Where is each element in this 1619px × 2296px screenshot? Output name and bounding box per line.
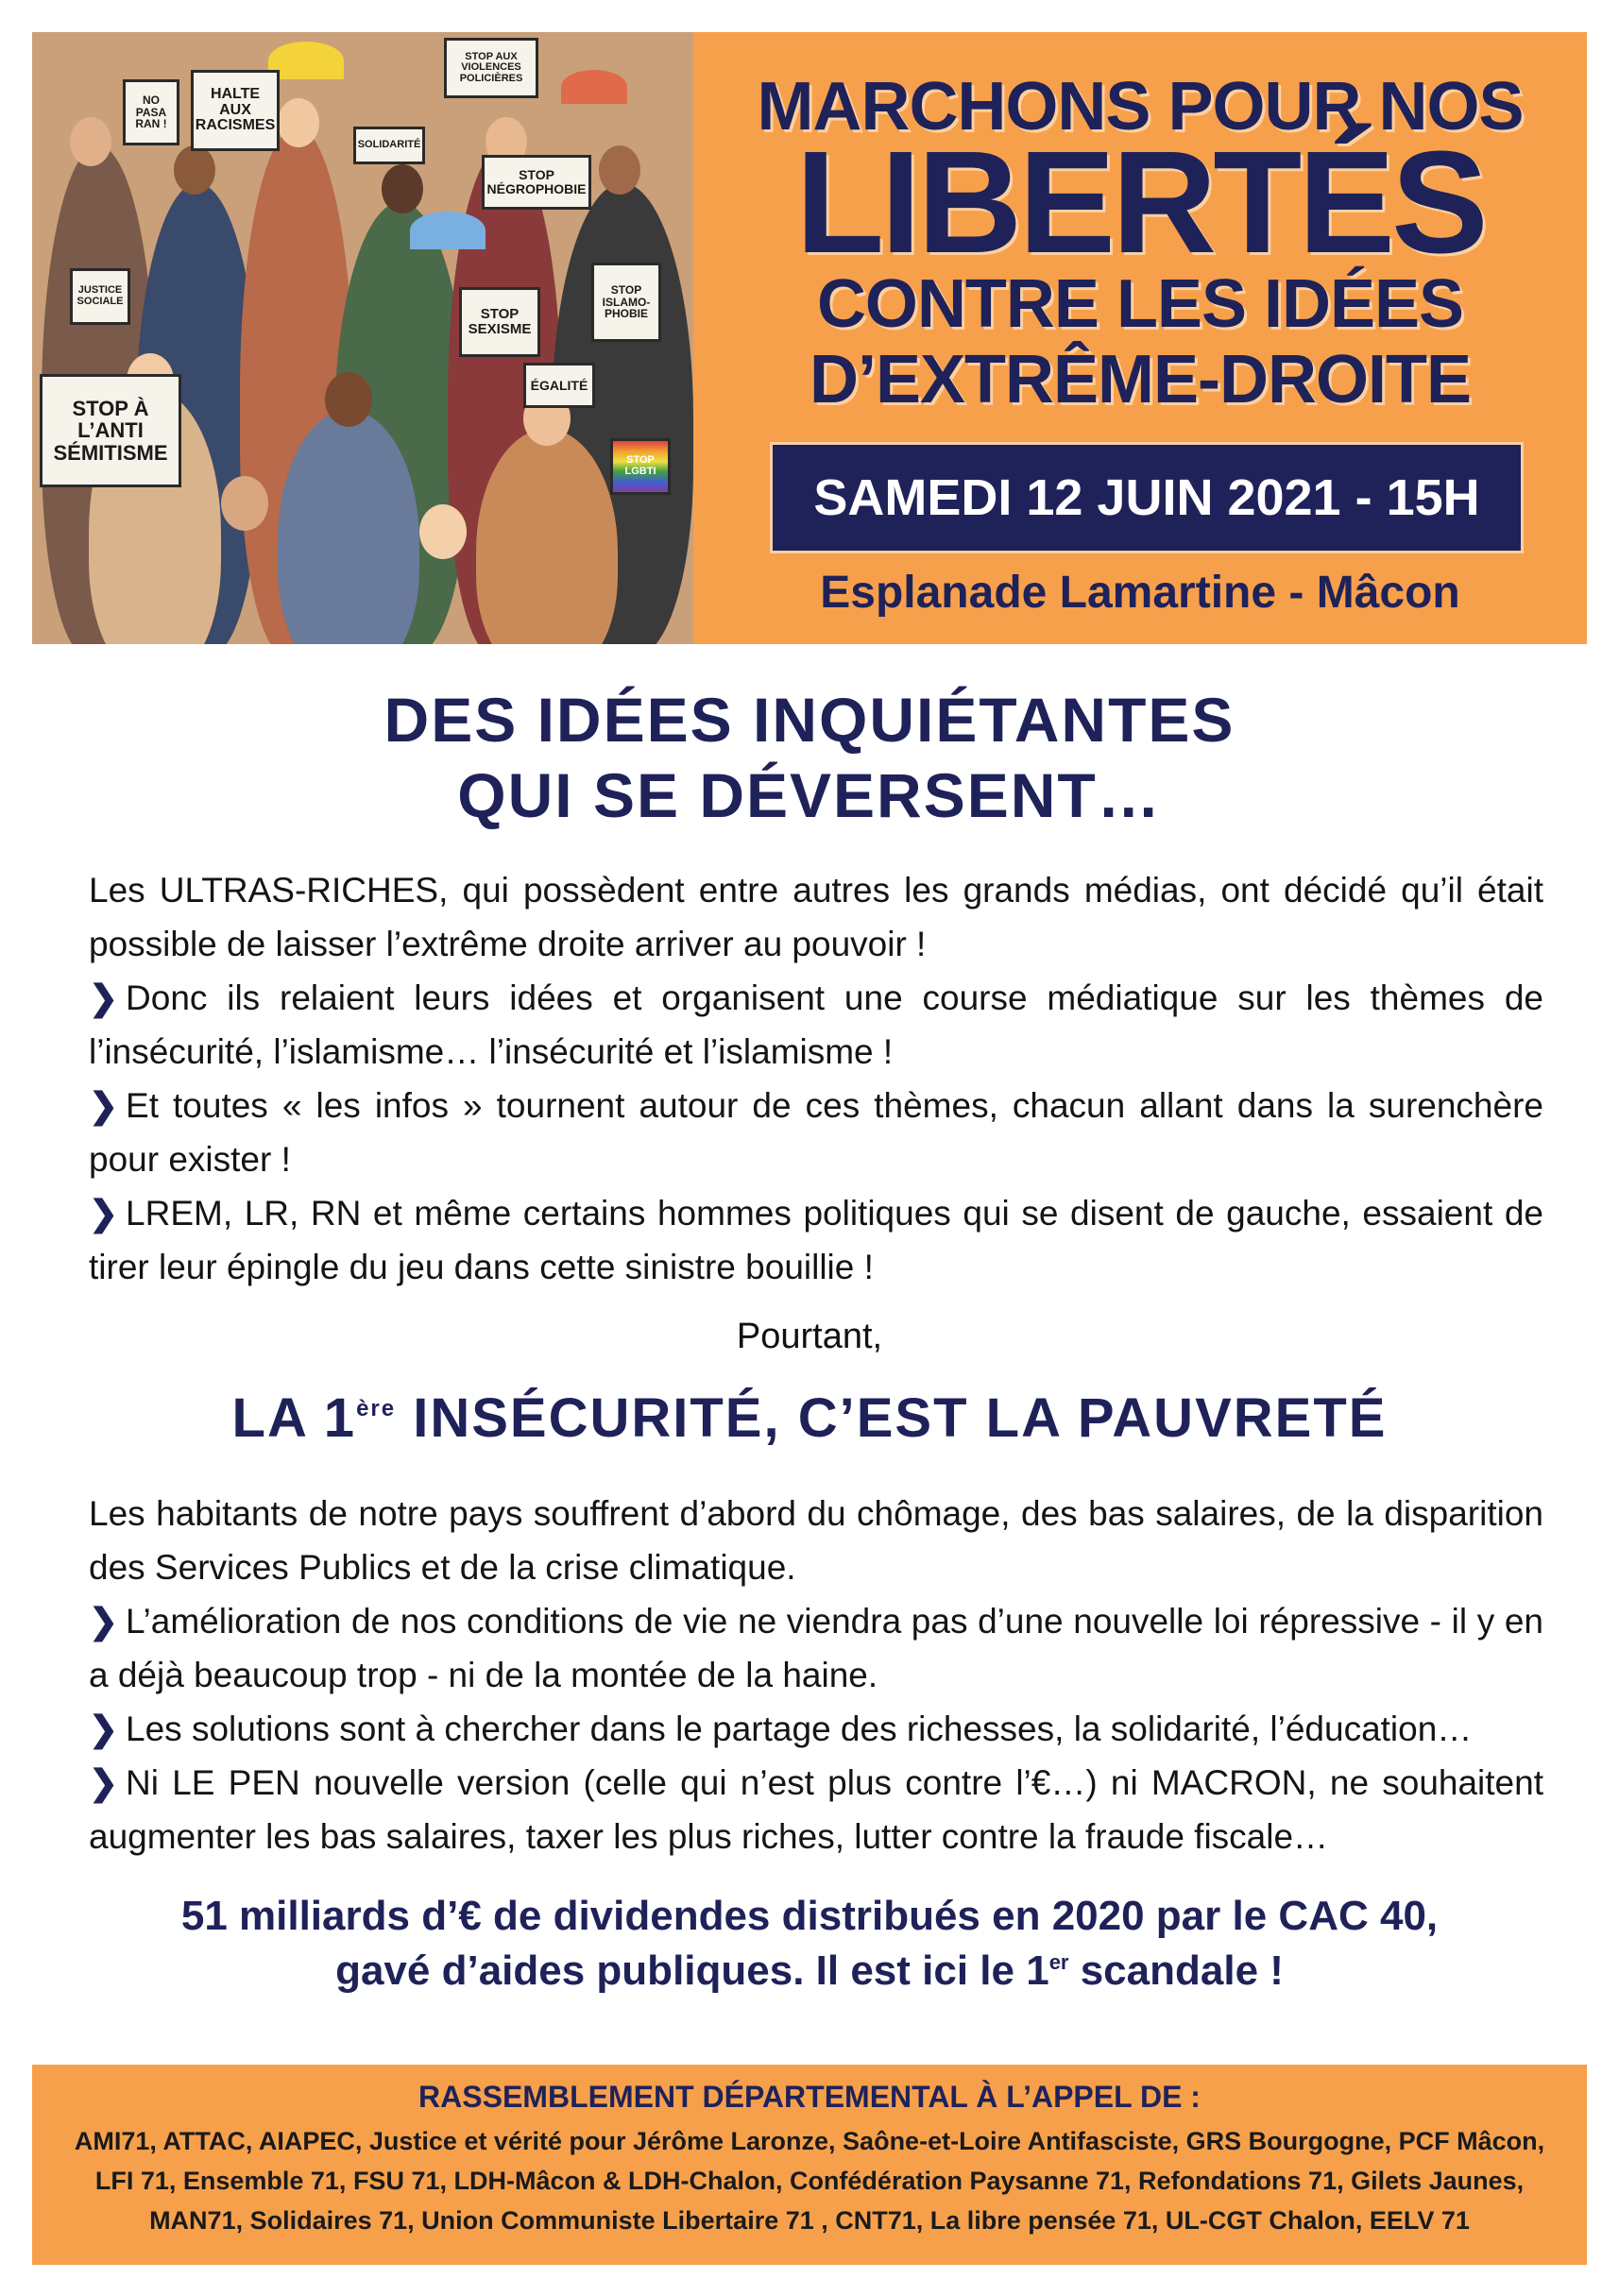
list-item-text: Ni LE PEN nouvelle version (celle qui n’est plus contre l’€…) ni MACRON, ne souhaitent augmenter les bas salaires, taxer les plus riches, lutter contre la fraude fiscale… [89, 1763, 1543, 1856]
event-place: Esplanade Lamartine - Mâcon [820, 568, 1460, 618]
section1-heading [32, 682, 1587, 833]
chevron-right-icon: ❯ [89, 1194, 119, 1233]
title-line-1: MARCHONS POUR NOS [757, 69, 1524, 145]
protest-sign: SOLIDARITÉ [353, 127, 425, 164]
protest-sign: STOP À L’ANTI SÉMITISME [40, 374, 181, 487]
list-item [89, 1702, 1543, 1756]
footer-title: RASSEMBLEMENT DÉPARTEMENTAL À L’APPEL DE : [418, 2080, 1201, 2114]
highlight-line2-post: scandale ! [1068, 1947, 1284, 1994]
header-banner [32, 32, 1587, 644]
event-title-block [693, 32, 1587, 644]
protest-sign: HALTE AUX RACISMES [191, 70, 280, 151]
title-line-4: D’EXTRÊME-DROITE [809, 342, 1472, 417]
chevron-right-icon: ❯ [89, 1709, 119, 1748]
title-line-2: LIBERTÉS [795, 121, 1485, 283]
section2-intro: Les habitants de notre pays souffrent d’abord du chômage, des bas salaires, de la disparition des Services Publics et de la crise climatique. [89, 1494, 1543, 1587]
section1-body [89, 863, 1543, 1294]
section1-intro: Les ULTRAS-RICHES, qui possèdent entre autres les grands médias, ont décidé qu’il était possible de laisser l’extrême droite arriver au pouvoir ! [89, 871, 1543, 963]
list-item-text: Donc ils relaient leurs idées et organisent une course médiatique sur les thèmes de l’insécurité, l’islamisme… l’insécurité et l’islamisme ! [89, 978, 1543, 1071]
list-item-text: Les solutions sont à chercher dans le partage des richesses, la solidarité, l’éducation… [126, 1709, 1473, 1748]
chevron-right-icon: ❯ [89, 1086, 119, 1125]
highlight-line1: 51 milliards d’€ de dividendes distribués en 2020 par le CAC 40, [180, 1893, 1439, 1939]
list-item-text: Et toutes « les infos » tournent autour de ces thèmes, chacun allant dans la surenchère pour exister ! [89, 1086, 1543, 1179]
section2-heading-post: INSÉCURITÉ, C’EST LA PAUVRETÉ [396, 1387, 1388, 1449]
highlight-sup: er [1048, 1950, 1069, 1974]
section2-body [89, 1487, 1543, 1863]
chevron-right-icon: ❯ [89, 1763, 119, 1802]
footer-organizations: AMI71, ATTAC, AIAPEC, Justice et vérité pour Jérôme Laronze, Saône-et-Loire Antifasciste, GRS Bourgogne, PCF Mâcon, LFI 71, Ensemble 71, FSU 71, LDH-Mâcon & LDH-Chalon, Confédération Paysanne 71, Refondations 71, Gilets Jaunes, MAN71, Solidaires 71, Union Communiste Libertaire 71 , CNT71, La libre pensée 71, UL-CGT Chalon, EELV 71 [74, 2127, 1545, 2235]
list-item [89, 1594, 1543, 1702]
protest-sign: ÉGALITÉ [523, 363, 595, 408]
section1-heading-line2: QUI SE DÉVERSENT… [457, 760, 1162, 830]
chevron-right-icon: ❯ [89, 978, 119, 1017]
list-item-text: LREM, LR, RN et même certains hommes politiques qui se disent de gauche, essaient de tirer leur épingle du jeu dans cette sinistre bouillie ! [89, 1194, 1543, 1286]
protest-sign: STOP SEXISME [459, 287, 540, 357]
list-item [89, 1079, 1543, 1186]
highlight-line2-pre: gavé d’aides publiques. Il est ici le 1 [335, 1947, 1049, 1994]
protest-sign: STOP ISLAMO-PHOBIE [591, 263, 661, 342]
section2-heading [32, 1386, 1587, 1450]
event-date: SAMEDI 12 JUIN 2021 - 15H [773, 445, 1521, 551]
section2-heading-pre: LA 1 [231, 1387, 357, 1449]
list-item [89, 1186, 1543, 1294]
highlight-line2 [32, 1944, 1587, 2005]
title-line-3: CONTRE LES IDÉES [816, 266, 1464, 342]
dividends-highlight [32, 1889, 1587, 2005]
protest-sign: STOP NÉGROPHOBIE [482, 155, 591, 210]
protest-sign: NO PASA RAN ! [123, 79, 179, 145]
protest-sign: JUSTICE SOCIALE [70, 268, 130, 325]
chevron-right-icon: ❯ [89, 1602, 119, 1641]
section1-heading-line1: DES IDÉES INQUIÉTANTES [383, 685, 1236, 755]
list-item-text: L’amélioration de nos conditions de vie ne viendra pas d’une nouvelle loi répressive - il y en a déjà beaucoup trop - ni de la montée de la haine. [89, 1602, 1543, 1694]
list-item [89, 971, 1543, 1079]
protest-sign: STOP LGBTI [610, 438, 671, 495]
section2-heading-sup: ère [356, 1396, 397, 1421]
transition-text: Pourtant, [736, 1317, 883, 1356]
footer-banner [32, 2065, 1587, 2265]
crowd-illustration [32, 32, 693, 644]
list-item [89, 1756, 1543, 1863]
protest-sign: STOP AUX VIOLENCES POLICIÈRES [444, 38, 538, 98]
